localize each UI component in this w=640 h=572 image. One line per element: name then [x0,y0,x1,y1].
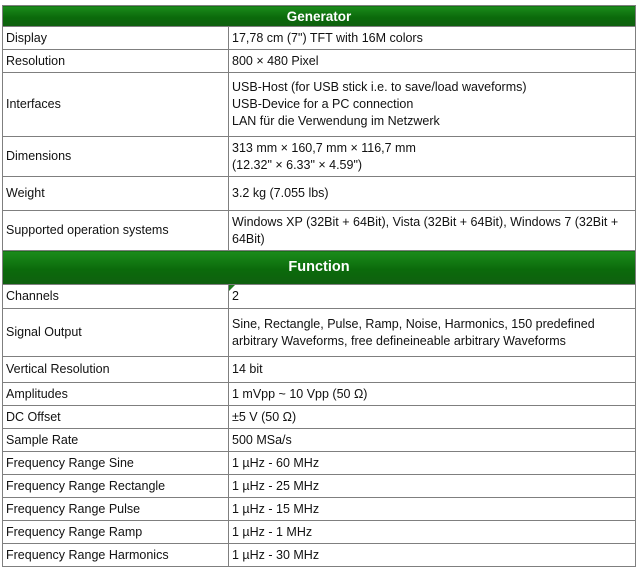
value-line: 1 µHz - 1 MHz [232,524,313,539]
row-value [229,177,636,211]
row-value [229,27,636,50]
value-line: 2 [232,289,239,303]
table-row [3,429,636,452]
value-line: ±5 V (50 Ω) [232,409,297,424]
value-line: 1 µHz - 25 MHz [232,478,320,493]
table-row [3,383,636,406]
row-label: Frequency Range Harmonics [3,544,229,567]
table-row [3,521,636,544]
section-title: Generator [3,6,636,27]
row-label: Amplitudes [3,383,229,406]
row-value [229,383,636,406]
row-label: Frequency Range Ramp [3,521,229,544]
row-value [229,544,636,567]
row-label: Display [3,27,229,50]
row-label: Frequency Range Rectangle [3,475,229,498]
row-value [229,309,636,357]
row-value [229,137,636,177]
value-line: 500 MSa/s [232,432,292,447]
row-label: Vertical Resolution [3,357,229,383]
value-line: 17,78 cm (7") TFT with 16M colors [232,30,423,45]
row-label: Dimensions [3,137,229,177]
row-value [229,73,636,137]
table-row [3,406,636,429]
row-label: Frequency Range Sine [3,452,229,475]
table-row [3,211,636,251]
row-value [229,285,636,309]
value-line: 1 µHz - 60 MHz [232,455,320,470]
row-label: Frequency Range Pulse [3,498,229,521]
table-row [3,357,636,383]
row-value [229,498,636,521]
row-value [229,452,636,475]
value-line: 1 µHz - 30 MHz [232,547,320,562]
row-value [229,521,636,544]
table-row [3,137,636,177]
row-label: Weight [3,177,229,211]
section-header-function [3,251,636,285]
section-title: Function [3,251,636,285]
value-line: 800 × 480 Pixel [232,53,319,68]
row-value [229,475,636,498]
value-line: 1 mVpp ~ 10 Vpp (50 Ω) [232,386,368,401]
value-line: LAN für die Verwendung im Netzwerk [232,114,440,128]
row-label: Channels [3,285,229,309]
value-line: 14 bit [232,362,263,376]
table-row [3,475,636,498]
value-line: USB-Host (for USB stick i.e. to save/load waveforms) [232,80,527,94]
table-row [3,177,636,211]
row-value [229,50,636,73]
table-row [3,50,636,73]
table-row [3,498,636,521]
table-row [3,309,636,357]
row-value [229,357,636,383]
table-row [3,452,636,475]
table-row [3,73,636,137]
table-row [3,285,636,309]
section-header-generator [3,6,636,27]
value-line: 313 mm × 160,7 mm × 116,7 mm [232,140,416,155]
row-value [229,211,636,251]
row-value [229,406,636,429]
row-label: DC Offset [3,406,229,429]
row-label: Interfaces [3,73,229,137]
row-label: Resolution [3,50,229,73]
spec-table [2,5,636,567]
row-label: Signal Output [3,309,229,357]
value-line: (12.32" × 6.33" × 4.59") [232,157,363,172]
row-label: Sample Rate [3,429,229,452]
table-row [3,544,636,567]
table-row [3,27,636,50]
value-line: 3.2 kg (7.055 lbs) [232,186,329,200]
value-line: Sine, Rectangle, Pulse, Ramp, Noise, Harmonics, 150 predefined arbitrary Waveforms, free defineineable arbitrary Waveforms [232,316,595,348]
row-label: Supported operation systems [3,211,229,251]
value-line: 1 µHz - 15 MHz [232,501,320,516]
row-value [229,429,636,452]
value-line: Windows XP (32Bit + 64Bit), Vista (32Bit + 64Bit), Windows 7 (32Bit + 64Bit) [232,214,619,246]
value-line: USB-Device for a PC connection [232,97,414,111]
